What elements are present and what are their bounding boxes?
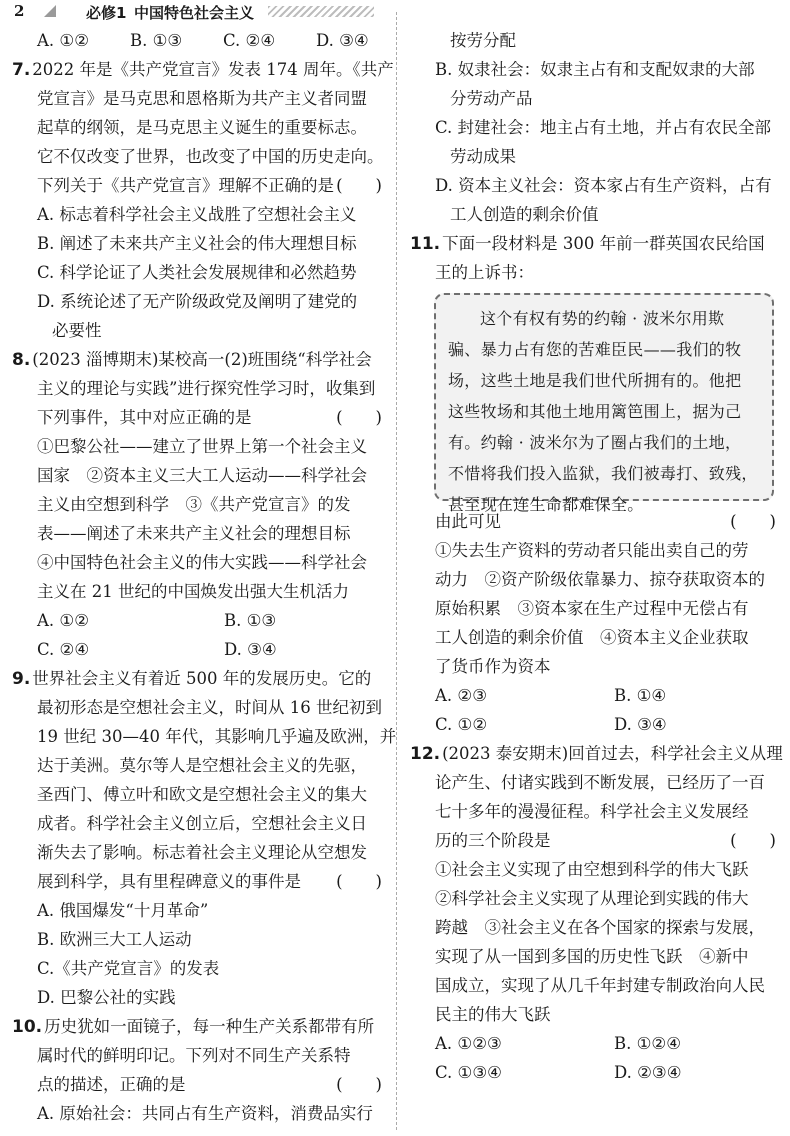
question-text: 圣西门、傅立叶和欧文是空想社会主义的集大 [37, 785, 367, 804]
answer-bracket: ( ) [336, 872, 382, 891]
question-text: 七十多年的漫漫征程。科学社会主义发展经 [435, 802, 749, 821]
q6-options [12, 26, 386, 55]
option: D. ②③④ [614, 1063, 682, 1082]
choice-text: 动力 ②资产阶级依靠暴力、掠夺获取资本的 [435, 570, 765, 589]
question-text: 下面一段材料是 300 年前一群英国农民给国 [442, 234, 765, 253]
options-row [410, 710, 780, 739]
option: A. 标志着科学社会主义战胜了空想社会主义 [37, 205, 357, 224]
question-text: 下列关于《共产党宣言》理解不正确的是 [37, 176, 334, 195]
option: B. ①②④ [614, 1034, 681, 1053]
question-number: 10. [12, 1017, 43, 1037]
question-text: 下列事件，其中对应正确的是 [37, 408, 252, 427]
option: C. 封建社会：地主占有土地，并占有农民全部 [435, 118, 772, 137]
question-text: 历史犹如一面镜子，每一种生产关系都带有所 [44, 1017, 375, 1036]
question-11 [410, 229, 780, 739]
option: D. ③④ [316, 31, 369, 50]
book-label: 必修1 [86, 4, 127, 22]
question-text: 起草的纲领，是马克思主义诞生的重要标志。 [37, 118, 367, 137]
option: D. ③④ [614, 715, 667, 734]
question-text: (2023 淄博期末)某校高一(2)班围绕“科学社会 [32, 350, 372, 369]
question-text: ①巴黎公社——建立了世界上第一个社会主义 [37, 437, 367, 456]
option: B. 奴隶社会：奴隶主占有和支配奴隶的大部 [435, 60, 755, 79]
answer-bracket: ( ) [336, 408, 382, 427]
question-text: 跨越 ③社会主义在各个国家的探索与发展， [435, 918, 765, 937]
options-row [12, 635, 386, 664]
question-10-continued [410, 26, 780, 229]
choice-text: 原始积累 ③资本家在生产过程中无偿占有 [435, 599, 749, 618]
question-text: 国家 ②资本主义三大工人运动——科学社会 [37, 466, 367, 485]
question-text: (2023 泰安期末)回首过去，科学社会主义从理 [442, 744, 783, 763]
material-text: 甚至现在连生命都难保全。 [448, 495, 644, 514]
option: A. ①②③ [435, 1034, 502, 1053]
option: D. 资本主义社会：资本家占有生产资料，占有 [435, 176, 772, 195]
answer-bracket: ( ) [730, 831, 776, 850]
question-text: ①社会主义实现了由空想到科学的伟大飞跃 [435, 860, 749, 879]
option: A. 原始社会：共同占有生产资料，消费品实行 [37, 1104, 373, 1123]
question-text: 党宣言》是马克思和恩格斯为共产主义者同盟 [37, 89, 367, 108]
option: D. ③④ [224, 640, 277, 659]
material-text: 骗、暴力占有您的苦难臣民——我们的牧 [448, 340, 742, 359]
page-header [0, 0, 790, 26]
options-row [410, 1058, 780, 1087]
option: A. ①② [37, 31, 89, 50]
option: C. ②④ [223, 31, 276, 50]
choice-text: 了货币作为资本 [435, 657, 551, 676]
question-text: 属时代的鲜明印记。下列对不同生产关系特 [37, 1046, 351, 1065]
question-text: 民主的伟大飞跃 [435, 1005, 551, 1024]
material-text: 场，这些土地是我们世代所拥有的。他把 [448, 371, 742, 390]
question-text: 2022 年是《共产党宣言》发表 174 周年。《共产 [32, 60, 394, 79]
question-text: 世界社会主义有着近 500 年的发展历史。它的 [32, 669, 372, 688]
option: C. ②④ [37, 640, 90, 659]
question-12 [410, 739, 783, 1087]
options-row [410, 681, 780, 710]
material-text: 有。约翰 · 波米尔为了圈占我们的土地， [448, 433, 742, 452]
option: A. ①② [37, 611, 89, 630]
question-text: 达于美洲。莫尔等人是空想社会主义的先驱， [37, 756, 367, 775]
question-text: 王的上诉书： [435, 263, 534, 282]
option: D. 系统论述了无产阶级政党及阐明了建党的 [37, 292, 358, 311]
question-number: 12. [410, 744, 441, 764]
question-number: 9. [12, 669, 31, 689]
option-continued: 按劳分配 [450, 31, 516, 50]
question-10 [12, 1012, 386, 1128]
options-row [410, 1029, 780, 1058]
question-7 [12, 55, 394, 345]
answer-bracket: ( ) [336, 176, 382, 195]
question-text: 历的三个阶段是 [435, 831, 551, 850]
left-column [12, 26, 397, 1128]
question-text: 渐失去了影响。标志着社会主义理论从空想发 [37, 843, 367, 862]
material-text: 这些牧场和其他土地用篱笆围上，据为己 [448, 402, 742, 421]
question-text: 展到科学，具有里程碑意义的事件是 [37, 872, 301, 891]
page-number: 2 [14, 2, 25, 20]
option: B. 阐述了未来共产主义社会的伟大理想目标 [37, 234, 357, 253]
question-text: 表——阐述了未来共产主义社会的理想目标 [37, 524, 351, 543]
quoted-material-box [434, 293, 774, 514]
question-text: 主义的理论与实践”进行探究性学习时，收集到 [37, 379, 376, 398]
chapter-title: 中国特色社会主义 [134, 4, 255, 22]
question-9 [12, 664, 397, 1012]
option: B. ①③ [224, 611, 277, 630]
choice-text: ①失去生产资料的劳动者只能出卖自己的劳 [435, 541, 749, 560]
question-text: ②科学社会主义实现了从理论到实践的伟大 [435, 889, 749, 908]
option: C.《共产党宣言》的发表 [37, 959, 220, 978]
option-continued: 必要性 [52, 321, 102, 340]
question-text: 国成立，实现了从几千年封建专制政治向人民 [435, 976, 765, 995]
material-text: 不惜将我们投入监狱，我们被毒打、致残， [448, 464, 758, 483]
question-text: ④中国特色社会主义的伟大实践——科学社会 [37, 553, 367, 572]
option: C. ①③④ [435, 1063, 502, 1082]
option: C. 科学论证了人类社会发展规律和必然趋势 [37, 263, 357, 282]
option: C. ①② [435, 715, 488, 734]
answer-bracket: ( ) [730, 512, 776, 531]
option-continued: 劳动成果 [450, 147, 516, 166]
question-text: 点的描述，正确的是 [37, 1075, 186, 1094]
question-text: 由此可见 [435, 512, 501, 531]
options-row [12, 606, 386, 635]
question-text: 实现了从一国到多国的历史性飞跃 ④新中 [435, 947, 749, 966]
option: D. 巴黎公社的实践 [37, 988, 176, 1007]
question-number: 7. [12, 60, 31, 80]
question-8 [12, 345, 386, 664]
question-text: 19 世纪 30—40 年代，其影响几乎遍及欧洲，并 [37, 727, 397, 746]
option-continued: 分劳动产品 [450, 89, 533, 108]
question-text: 主义在 21 世纪的中国焕发出强大生机活力 [37, 582, 349, 601]
material-text: 这个有权有势的约翰 · 波米尔用欺 [480, 309, 725, 328]
corner-triangle-icon [44, 5, 56, 17]
question-text: 它不仅改变了世界，也改变了中国的历史走向。 [37, 147, 384, 166]
question-number: 8. [12, 350, 31, 370]
option: A. ②③ [435, 686, 487, 705]
right-column [410, 26, 783, 1087]
option: B. ①④ [614, 686, 667, 705]
option: A. 俄国爆发“十月革命” [37, 901, 209, 920]
question-text: 最初形态是空想社会主义，时间从 16 世纪初到 [37, 698, 382, 717]
question-number: 11. [410, 234, 441, 254]
header-stripes-decoration [268, 6, 374, 17]
option: B. 欧洲三大工人运动 [37, 930, 192, 949]
option: B. ①③ [130, 31, 183, 50]
choice-text: 工人创造的剩余价值 ④资本主义企业获取 [435, 628, 749, 647]
question-text: 主义由空想到科学 ③《共产党宣言》的发 [37, 495, 351, 514]
option-continued: 工人创造的剩余价值 [450, 205, 599, 224]
question-text: 论产生、付诸实践到不断发展，已经历了一百 [435, 773, 765, 792]
answer-bracket: ( ) [336, 1075, 382, 1094]
column-divider [396, 12, 397, 1130]
question-text: 成者。科学社会主义创立后，空想社会主义日 [37, 814, 367, 833]
